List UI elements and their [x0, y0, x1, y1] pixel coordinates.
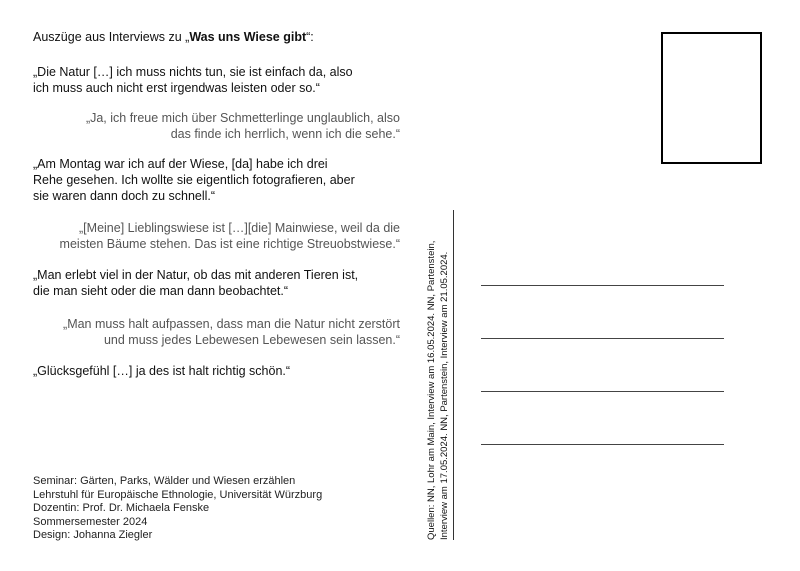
quote-line: meisten Bäume stehen. Das ist eine richtige Streuobstwiese.“: [59, 237, 400, 251]
quote-4: [60, 220, 400, 252]
quote-6: [63, 316, 400, 348]
page-heading: [33, 30, 314, 44]
heading-prefix: Auszüge aus Interviews zu „: [33, 30, 190, 44]
credit-lecturer: Dozentin: Prof. Dr. Michaela Fenske: [33, 502, 210, 515]
quote-line: Rehe gesehen. Ich wollte sie eigentlich fotografieren, aber: [33, 173, 355, 187]
quote-line: das finde ich herrlich, wenn ich die sehe.“: [170, 127, 400, 141]
address-line-4: [481, 444, 724, 445]
quote-line: und muss jedes Lebewesen Lebewesen sein lassen.“: [103, 333, 400, 347]
quote-line: ich muss auch nicht erst irgendwas leisten oder so.“: [33, 81, 320, 95]
quote-1: [33, 64, 353, 96]
credit-chair: Lehrstuhl für Europäische Ethnologie, Universität Würzburg: [33, 488, 323, 501]
quote-line: „Die Natur […] ich muss nichts tun, sie ist einfach da, also: [33, 65, 353, 79]
quote-7: [33, 363, 290, 379]
quote-2: [86, 110, 400, 142]
quote-line: sie waren dann doch zu schnell.“: [33, 189, 216, 203]
address-line-1: [481, 285, 724, 286]
source-line: Interview am 17.05.2024. NN, Partenstein, Interview am 21.05.2024.: [439, 251, 450, 540]
credits-block: [33, 475, 322, 543]
quote-line: „Am Montag war ich auf der Wiese, [da] habe ich drei: [33, 157, 328, 171]
address-line-2: [481, 338, 724, 339]
address-line-3: [481, 391, 724, 392]
quote-5: [33, 267, 358, 299]
quote-line: „Man muss halt aufpassen, dass man die Natur nicht zerstört: [63, 317, 400, 331]
quote-line: „Man erlebt viel in der Natur, ob das mit anderen Tieren ist,: [33, 268, 359, 282]
heading-title: Was uns Wiese gibt: [189, 30, 307, 44]
quote-line: „Glücksgefühl […] ja des ist halt richtig schön.“: [33, 364, 291, 378]
sources-vertical: [425, 210, 454, 540]
heading-suffix: “:: [306, 30, 314, 44]
quote-line: „[Meine] Lieblingswiese ist […][die] Mainwiese, weil da die: [79, 221, 400, 235]
credit-design: Design: Johanna Ziegler: [33, 529, 153, 542]
quote-line: die man sieht oder die man dann beobachtet.“: [33, 284, 289, 298]
source-line: Quellen: NN, Lohr am Main, Interview am 16.05.2024. NN, Partenstein,: [426, 240, 437, 540]
credit-seminar: Seminar: Gärten, Parks, Wälder und Wiesen erzählen: [33, 475, 296, 487]
quote-3: [33, 156, 355, 204]
credit-semester: Sommersemester 2024: [33, 515, 148, 528]
stamp-box: [661, 32, 762, 164]
quote-line: „Ja, ich freue mich über Schmetterlinge unglaublich, also: [85, 111, 400, 125]
